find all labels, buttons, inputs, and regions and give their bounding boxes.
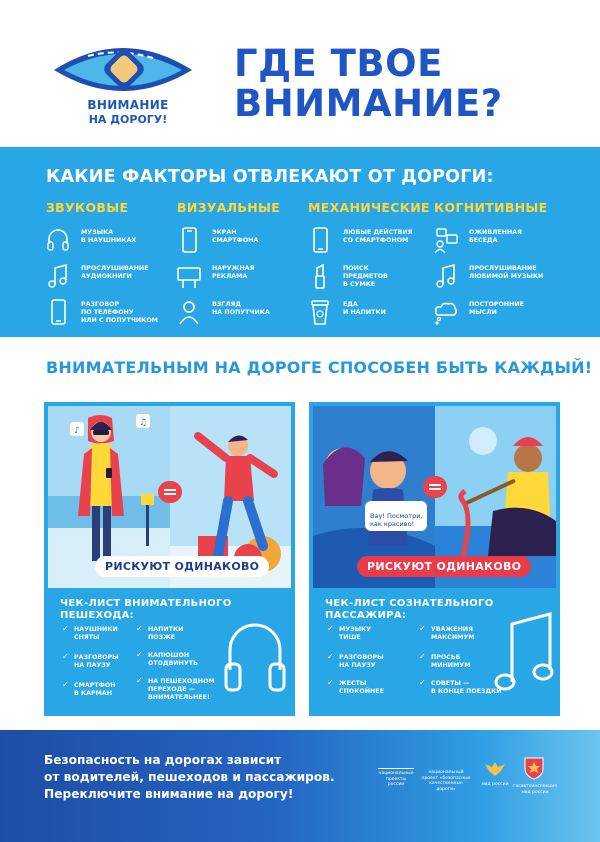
checklist-item: ✓ СОВЕТЫ — В КОНЦЕ ПОЕЗДКИ [419, 680, 502, 696]
footer [0, 730, 600, 842]
factors-section [0, 147, 600, 337]
smartphone-icon [177, 226, 201, 254]
checklist-item: ✓ КАПЮШОН ОТОДВИНУТЬ [136, 652, 198, 668]
column-title: ЗВУКОВЫЕ [46, 200, 129, 215]
factor-text: НАРУЖНАЯ РЕКЛАМА [212, 265, 255, 280]
factor-text: РАЗГОВОР ПО ТЕЛЕФОНУ ИЛИ С ПОПУТЧИКОМ [81, 301, 158, 324]
footer-message: Безопасность на дорогах зависит от водителей, пешеходов и пассажиров. Переключите внимание на дорогу! [44, 753, 335, 801]
logo-line-1: ВНИМАНИЕ [87, 98, 169, 112]
factor-text: ПРОСЛУШИВАНИЕ АУДИОКНИГИ [81, 265, 149, 280]
passenger-panel [309, 402, 560, 716]
factors-title: КАКИЕ ФАКТОРЫ ОТВЛЕКАЮТ ОТ ДОРОГИ: [46, 167, 494, 187]
factor-item [177, 224, 307, 258]
eagle-emblem-icon [484, 760, 506, 778]
factor-text: ВЗГЛЯД НА ПОПУТЧИКА [212, 301, 270, 316]
campaign-logo [48, 38, 198, 133]
page-title [234, 44, 503, 124]
lipstick-icon [308, 262, 332, 290]
conversation-icon [434, 226, 458, 254]
checklist-item: ✓ УВАЖЕНИЯ МАКСИМУМ [419, 626, 475, 642]
gai-shield-icon [523, 756, 545, 780]
music-note-icon [494, 610, 556, 700]
factor-text: ОЖИВЛЕННАЯ БЕСЕДА [469, 229, 522, 244]
equals-badge [423, 476, 447, 498]
factor-item [177, 296, 307, 330]
billboard-icon [177, 262, 201, 290]
logo-line-2: НА ДОРОГУ! [88, 113, 168, 126]
factor-item [434, 296, 564, 330]
column-title: КОГНИТИВНЫЕ [434, 200, 548, 215]
checklist-item: ✓ ЖЕСТЫ СПОКОЙНЕЕ [327, 680, 384, 696]
traffic-police-logo: госавтоинспекция мвд россии [513, 784, 557, 795]
checklist-title: ЧЕК-ЛИСТ ВНИМАТЕЛЬНОГО ПЕШЕХОДА: [60, 598, 232, 621]
risk-label: РИСКУЮТ ОДИНАКОВО [95, 556, 269, 577]
smartphone-icon [308, 226, 332, 254]
pedestrian-panel [44, 402, 295, 716]
factor-item [46, 296, 176, 330]
factor-item [434, 224, 564, 258]
factor-text: МУЗЫКА В НАУШНИКАХ [81, 229, 137, 244]
safe-roads-logo: национальный проект «безопасные качественные дороги» [421, 770, 471, 792]
headphones-icon [222, 614, 288, 698]
factor-item [308, 260, 438, 294]
mvd-logo: мвд россии [481, 782, 509, 787]
section-title: ВНИМАТЕЛЬНЫМ НА ДОРОГЕ СПОСОБЕН БЫТЬ КАЖДЫЙ! [46, 358, 593, 377]
column-title: МЕХАНИЧЕСКИЕ [308, 200, 430, 215]
passenger-icon [177, 298, 201, 326]
checklist-item: ✓ НАУШНИКИ СНЯТЫ [62, 626, 118, 642]
equals-badge [158, 481, 182, 503]
headline-line-1: ГДЕ ТВОЕ [234, 42, 443, 85]
factor-item [46, 224, 176, 258]
column-title: ВИЗУАЛЬНЫЕ [177, 200, 281, 215]
bubble-text: Вау! Посмотри, как красиво! [370, 512, 423, 528]
headline-line-2: ВНИМАНИЕ? [234, 82, 503, 125]
music-note-icon [46, 262, 70, 290]
factor-item [308, 296, 438, 330]
checklist-title: ЧЕК-ЛИСТ СОЗНАТЕЛЬНОГО ПАССАЖИРА: [325, 598, 494, 621]
checklist-item: ✓ СМАРТФОН В КАРМАН [62, 682, 116, 698]
factor-text: ЛЮБЫЕ ДЕЙСТВИЯ СО СМАРТФОНОМ [343, 229, 413, 244]
factor-item [177, 260, 307, 294]
factor-text: ПОИСК ПРЕДМЕТОВ В СУМКЕ [343, 265, 388, 288]
factor-text: ЕДА И НАПИТКИ [343, 301, 386, 316]
thought-cloud-icon [434, 298, 458, 326]
checklist-item: ✓ НАПИТКИ ПОЗЖЕ [136, 626, 183, 642]
passenger-illustration [313, 406, 556, 588]
factor-item [434, 260, 564, 294]
phone-icon [46, 298, 70, 326]
headphones-icon [46, 226, 70, 254]
risk-label: РИСКУЮТ ОДИНАКОВО [357, 556, 531, 577]
checklist-item: ✓ РАЗГОВОРЫ НА ПАУЗУ [327, 654, 384, 670]
factor-text: ЭКРАН СМАРТФОНА [212, 229, 259, 244]
pedestrian-illustration [48, 406, 291, 588]
factor-item [46, 260, 176, 294]
factor-column-visual [177, 200, 307, 330]
checklist-item: ✓ ПРОСЬБ МИНИМУМ [419, 654, 470, 670]
factor-text: ПРОСЛУШИВАНИЕ ЛЮБИМОЙ МУЗЫКИ [469, 265, 544, 280]
speech-bubble [365, 501, 427, 531]
checklist-item: ✓ МУЗЫКУ ТИШЕ [327, 626, 371, 642]
factor-column-mechanical [308, 200, 438, 330]
factor-column-cognitive [434, 200, 564, 330]
svg-text:♫: ♫ [139, 418, 148, 428]
factor-item [308, 224, 438, 258]
checklist-item: ✓ НА ПЕШЕХОДНОМ ПЕРЕХОДЕ — ВНИМАТЕЛЬНЕЕ! [136, 678, 215, 702]
factor-text: ПОСТОРОННИЕ МЫСЛИ [469, 301, 524, 316]
coffee-cup-icon [308, 298, 332, 326]
music-note-icon [434, 262, 458, 290]
svg-text:♪: ♪ [74, 426, 80, 436]
checklist-item: ✓ РАЗГОВОРЫ НА ПАУЗУ [62, 654, 119, 670]
factor-column-sound [46, 200, 176, 330]
national-projects-logo: национальные проекты россии [378, 768, 414, 788]
